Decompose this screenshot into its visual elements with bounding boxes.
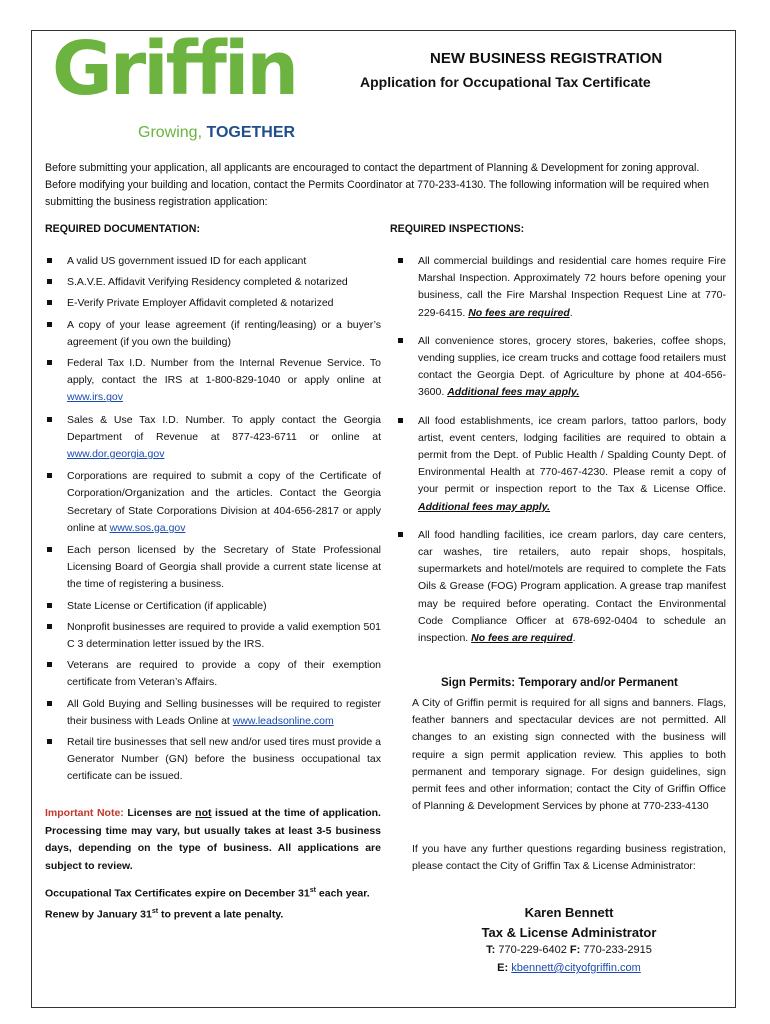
- list-item: All Gold Buying and Selling businesses will be required to register their business with Leads Online at www.leadsonline.com: [45, 696, 381, 730]
- contact-email: E: kbennett@cityofgriffin.com: [497, 962, 641, 974]
- documentation-list: [45, 253, 381, 786]
- list-item: E-Verify Private Employer Affidavit completed & notarized: [45, 295, 381, 312]
- expiration-note: Occupational Tax Certificates expire on December 31st each year. Renew by January 31st to prevent a late penalty.: [45, 887, 370, 921]
- page-subtitle: Application for Occupational Tax Certificate: [360, 74, 651, 90]
- list-item: All food establishments, ice cream parlors, tattoo parlors, body artist, event centers, lodging facilities are required to obtain a permit from the Dept. of Public Health / Spalding County Dept. of Environmental Health at 770-467-4230. Please remit a copy of your permit or inspection report to the Tax & License Office. Additional fees may apply.: [396, 413, 726, 516]
- list-item: All convenience stores, grocery stores, bakeries, coffee shops, vending supplies, ice cream trucks and cottage food retailers must contact the Georgia Dept. of Agriculture by phone at 404-656-3600. Additional fees may apply.: [396, 333, 726, 402]
- list-item: All food handling facilities, ice cream parlors, day care centers, car washes, tire retailers, auto repair shops, hospitals, supermarkets and hotel/motels are required to complete the Fats Oils & Grease (FOG) Program application. A grease trap manifest may be required before operating. Contact the Environmental Code Compliance Officer at 678-692-0404 to schedule an inspection. No fees are required.: [396, 527, 726, 647]
- list-item: All commercial buildings and residential care homes require Fire Marshal Inspection. Approximately 72 hours before opening your business, call the Fire Marshal Inspection Request Line at 770-229-6415. No fees are required.: [396, 253, 726, 322]
- intro-paragraph: Before submitting your application, all applicants are encouraged to contact the department of Planning & Development for zoning approval. Before modifying your building and location, contact the Permits Coordinator at 770-233-4130. The following information will be required when submitting the business registration application:: [45, 162, 710, 208]
- sign-permits-heading: Sign Permits: Temporary and/or Permanent: [441, 677, 678, 689]
- sign-permits-paragraph: A City of Griffin permit is required for all signs and banners. Flags, feather banners and spectacular devices are not permitted. All changes to an existing sign connected with the business will require a sign permit application review. This applies to both permanent and temporary signage. For design guidelines, sign permit fees and other information; contact the City of Griffin Office of Planning & Development Services by phone at 770-233-4130: [412, 697, 726, 813]
- list-item: Each person licensed by the Secretary of State Professional Licensing Board of Georgia shall provide a current state license at the time of registering a business.: [45, 542, 381, 594]
- list-item: A copy of your lease agreement (if renting/leasing) or a buyer’s agreement (if you own the building): [45, 317, 381, 351]
- email-link[interactable]: kbennett@cityofgriffin.com: [511, 962, 641, 974]
- page-title: NEW BUSINESS REGISTRATION: [430, 50, 663, 67]
- griffin-logo: [52, 26, 308, 148]
- logo-wordmark: Griffin: [52, 26, 297, 112]
- sos-link[interactable]: www.sos.ga.gov: [109, 521, 186, 534]
- list-item: S.A.V.E. Affidavit Verifying Residency completed & notarized: [45, 274, 381, 291]
- questions-paragraph: If you have any further questions regarding business registration, please contact the City of Griffin Tax & License Administrator:: [412, 843, 726, 873]
- contact-phone-fax: T: 770-229-6402 F: 770-233-2915: [486, 944, 652, 956]
- documentation-heading: REQUIRED DOCUMENTATION:: [45, 223, 200, 235]
- important-note: Important Note: Licenses are not issued at the time of application. Processing time may vary, but usually takes at least 3-5 business days, depending on the type of business. All applications are subject to review.: [45, 807, 381, 872]
- inspections-list: [396, 253, 726, 647]
- list-item: State License or Certification (if applicable): [45, 598, 381, 615]
- list-item: Corporations are required to submit a copy of the Certificate of Corporation/Organization and the articles. Contact the Georgia Secretary of State Corporations Division at 404-656-2817 or apply online at www.sos.ga.gov: [45, 468, 381, 537]
- list-item: A valid US government issued ID for each applicant: [45, 253, 381, 270]
- irs-link[interactable]: www.irs.gov: [67, 391, 124, 404]
- inspections-heading: REQUIRED INSPECTIONS:: [390, 223, 525, 235]
- leads-online-link[interactable]: www.leadsonline.com: [232, 714, 334, 727]
- contact-title: Tax & License Administrator: [481, 925, 657, 940]
- logo-tagline: Growing, TOGETHER: [138, 124, 296, 141]
- dor-link[interactable]: www.dor.georgia.gov: [67, 448, 165, 461]
- contact-name: Karen Bennett: [524, 905, 614, 920]
- list-item: Federal Tax I.D. Number from the Internal Revenue Service. To apply, contact the IRS at 1-800-829-1040 or apply online at www.irs.gov: [45, 355, 381, 407]
- list-item: Nonprofit businesses are required to provide a valid exemption 501 C 3 determination letter issued by the IRS.: [45, 619, 381, 653]
- list-item: Sales & Use Tax I.D. Number. To apply contact the Georgia Department of Revenue at 877-423-6711 or online at www.dor.georgia.gov: [45, 412, 381, 464]
- list-item: Veterans are required to provide a copy of their exemption certificate from Veteran’s Affairs.: [45, 657, 381, 691]
- list-item: Retail tire businesses that sell new and/or used tires must provide a Generator Number (GN) before the business occupational tax certificate can be issued.: [45, 734, 381, 786]
